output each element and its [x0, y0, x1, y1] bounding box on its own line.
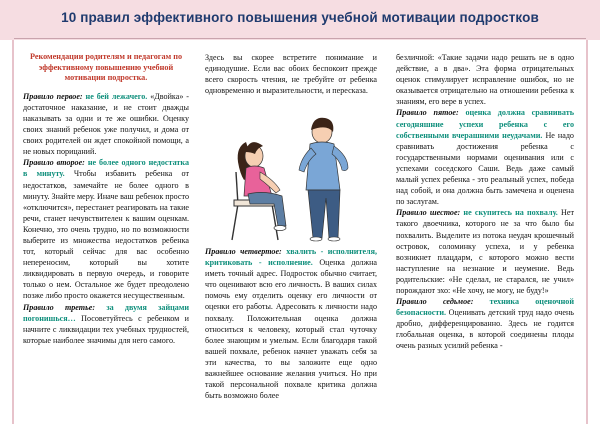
rule-6-title: не скупитесь на похвалу. [463, 208, 558, 218]
col3-top-text: безличной: «Такие задачи надо решать не в одно действие, а в два». Эта форма отрицательных оценок стимулирует исправление ошибок, но не оказывается отрицательно на отношении ребенка к знаниям, его вере в успех. [396, 53, 574, 107]
rule-7-text: Оценивать детский труд надо очень дробно, дифференцированно. Здесь не годится глобальная оценка, в которой соединены плоды очень разных усилий ребенка - [396, 308, 574, 351]
rule-2-text: Чтобы избавить ребенка от недостатков, замечайте не более одного в минуту. Знайте меру. Иначе ваш ребенок просто «отключится», перестанет реагировать на такие речи, станет нечувствителен к вашим оценкам. Конечно, это очень трудно, но по возможности выберите из множества недостатков ребенка тот, который сейчас для вас особенно непереносим, который вы хотите ликвидировать в первую очередь, и говорите только о нем. Остальное же будет преодолено позже либо просто окажется несущественным. [23, 169, 189, 301]
rule-5-title: оценка должна сравнивать сегодняшние успехи ребенка с его собственными вчерашними неудачами. [396, 108, 574, 140]
rule-1-label: Правило первое: [23, 91, 83, 101]
rule-5-label: Правило пятое: [396, 108, 459, 118]
rule-2-title: не более одного недостатка в минуту. [23, 158, 189, 179]
rule-4 [205, 246, 377, 401]
woman-and-girl-illustration [210, 112, 372, 242]
column-right [396, 52, 574, 352]
rule-5 [396, 107, 574, 207]
rule-3 [23, 302, 189, 346]
rule-1-title: не бей лежачего. [85, 91, 148, 101]
rule-1-text: «Двойка» - достаточное наказание, и не стоит дважды наказывать за одни и те же ошибки. Оценку своих знаний ребенок уже получил, и дома от своих родителей он ждет спокойной помощи, а не новых порицаний. [23, 91, 189, 157]
rule-4-title: хвалить - исполнителя, критиковать - исполнение. [205, 247, 377, 268]
rule-3-title: за двумя зайцами погонишься… [23, 302, 189, 323]
rule-2-label: Правило второе: [23, 158, 85, 168]
rule-1 [23, 91, 189, 158]
rule-6-label: Правило шестое: [396, 208, 461, 218]
rule-6 [396, 207, 574, 296]
page-title: 10 правил эффективного повышения учебной мотивации подростков [61, 10, 539, 25]
col2-top-text: Здесь вы скорее встретите понимание и единодушие. Если вас обоих беспокоит прежде всего скорость чтения, не требуйте от ребенка одновременно и выразительности, и пересказа. [205, 53, 377, 96]
rule-2 [23, 157, 189, 301]
title-underline [14, 38, 586, 39]
rule-5-text: Не надо сравнивать достижения ребенка с государственными нормами оценивания или с успехами соседского Саши. Ведь даже самый малый успех ребенка - это реальный успех, победа над собой, и она должна быть замечена и оценена по заслугам. [396, 130, 574, 207]
rule-3-text: Посоветуйтесь с ребенком и начните с ликвидации тех учебных трудностей, которые наиболее значимы для него самого. [23, 313, 189, 345]
rule-3-label: Правило третье: [23, 302, 96, 312]
column-middle-lower [205, 246, 377, 401]
column-left [23, 52, 189, 346]
recommendation-heading: Рекомендации родителям и педагогам по эффективному повышению учебной мотивации подростка. [29, 52, 183, 83]
rule-6-text: Нет такого двоечника, которого не за что было бы похвалить. Выделите из потока неудач крошечный островок, соломинку успеха, и у ребенка возникнет плацдарм, с которого можно вести наступление на незнание и неумение. Ведь родительские: «Не сделал, не старался, не учил» порождают эхо: «Не хочу, не могу, не буду!» [396, 208, 574, 295]
column-middle [205, 52, 377, 96]
rule-7 [396, 296, 574, 351]
rule-4-text: Оценка должна иметь точный адрес. Подросток обычно считает, что оценивают всю его личность. В ваших силах помочь ему отделить оценку его личности от оценки его работы. Адресовать к личности надо похвалу. Положительная оценка должна относиться к человеку, который стал чуточку более знающим и умелым. Если благодаря такой вашей похвале, ребенок начнет уважать себя за эти качества, то вы заложите еще одно важнейшее основание желания учиться. Но при такой персональной похвале критика должна быть возможно более [205, 258, 377, 401]
rule-7-title: техника оценочной безопасности. [396, 297, 574, 318]
rule-7-label: Правило седьмое: [396, 297, 474, 307]
rule-4-label: Правило четвертое: [205, 247, 282, 256]
